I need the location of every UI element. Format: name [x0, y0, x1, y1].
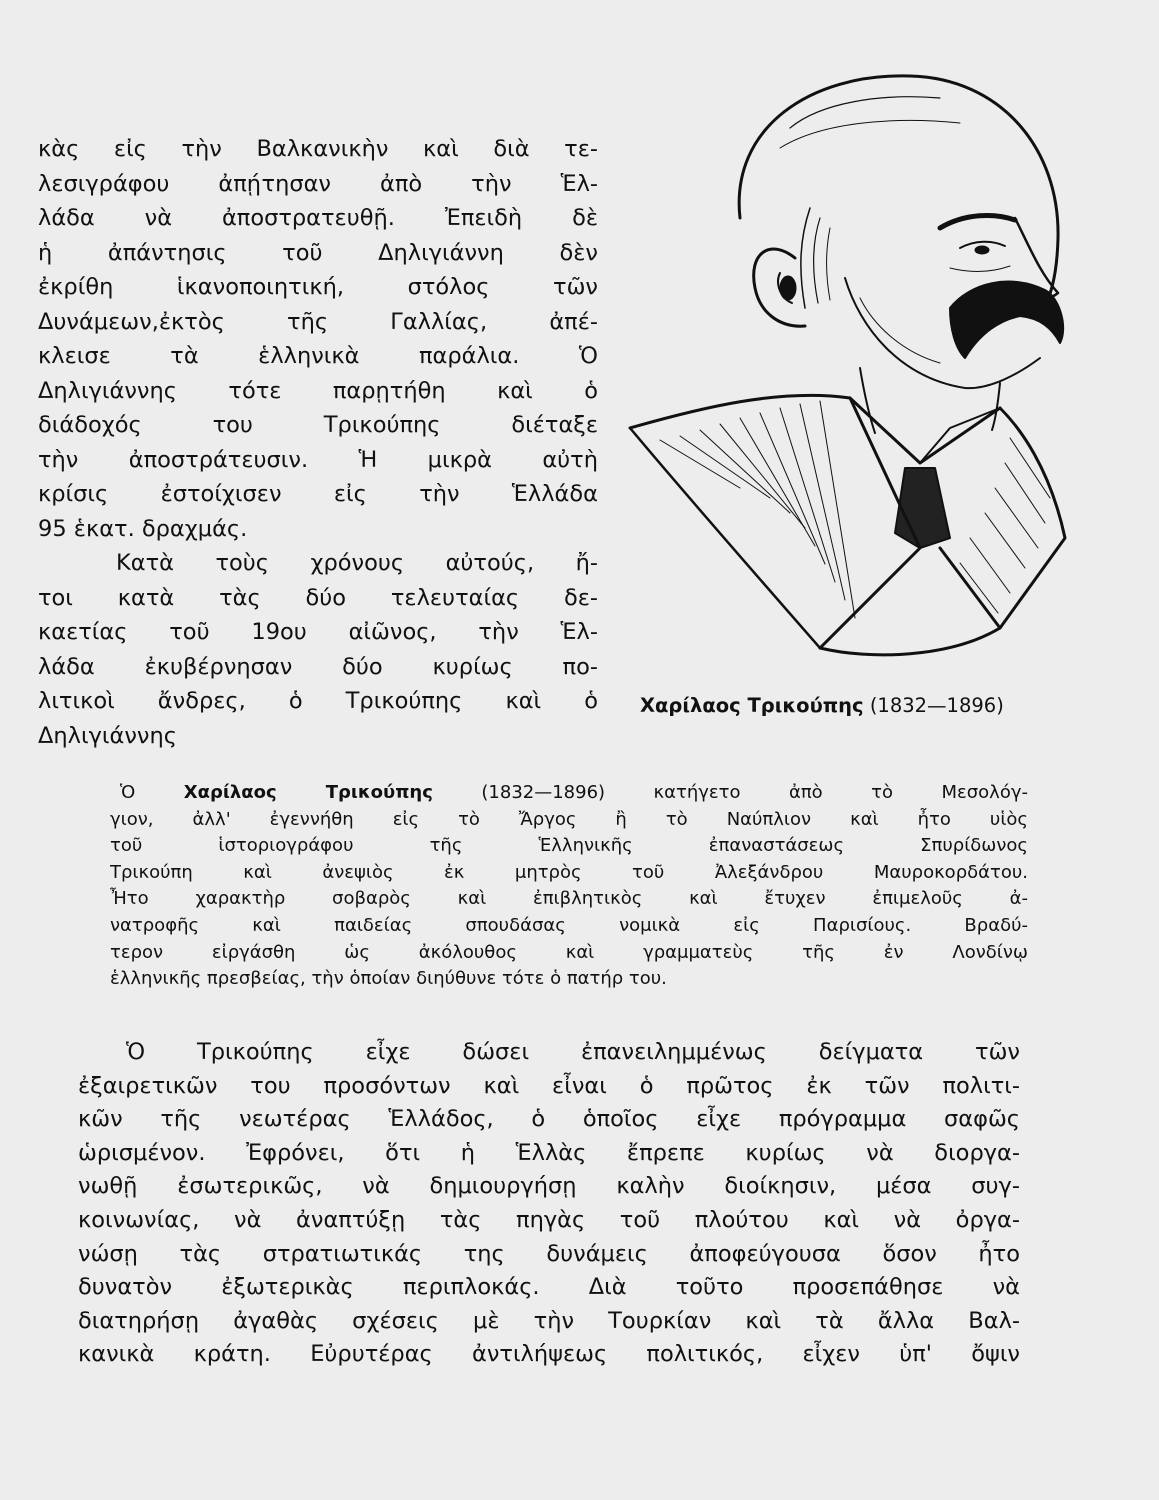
- note-line: Τρικούπη καὶ ἀνεψιὸς ἐκ μητρὸς τοῦ Ἀλεξάνδρου Μαυροκορδάτου.: [110, 861, 1028, 883]
- note-prefix: Ὁ: [120, 782, 184, 803]
- text-line: 95 ἑκατ. δραχμάς.: [38, 515, 248, 542]
- text-line: ὡρισμένον. Ἐφρόνει, ὅτι ἡ Ἑλλὰς ἔπρεπε κυρίως νὰ διοργα-: [78, 1139, 1020, 1166]
- note-line: γιον, ἀλλ' ἐγεννήθη εἰς τὸ Ἄργος ἢ τὸ Ναύπλιον καὶ ἦτο υἱὸς: [110, 808, 1028, 830]
- text-line: ἐκρίθη ἱκανοποιητική, στόλος τῶν: [38, 274, 598, 300]
- text-line: κλεισε τὰ ἑλληνικὰ παράλια. Ὁ: [38, 343, 598, 369]
- text-line: λάδα νὰ ἀποστρατευθῇ. Ἐπειδὴ δὲ: [38, 205, 598, 231]
- note-line: ἑλληνικῆς πρεσβείας, τὴν ὁποίαν διηύθυνε τότε ὁ πατήρ του.: [110, 968, 667, 990]
- note-first-line: [110, 780, 1028, 807]
- text-line: τὴν ἀποστράτευσιν. Ἡ μικρὰ αὐτὴ: [38, 446, 598, 473]
- text-line: λάδα ἐκυβέρνησαν δύο κυρίως πο-: [38, 653, 598, 680]
- note-line: Ἦτο χαρακτὴρ σοβαρὸς καὶ ἐπιβλητικὸς καὶ ἔτυχεν ἐπιμελοῦς ἀ-: [110, 888, 1028, 910]
- text-line: Δηλιγιάννης: [38, 722, 177, 749]
- text-line: νωθῇ ἐσωτερικῶς, νὰ δημιουργήσῃ καλὴν διοίκησιν, μέσα συγ-: [78, 1173, 1020, 1200]
- left-column-text: [38, 132, 598, 753]
- text-line: νώσῃ τὰς στρατιωτικάς της δυνάμεις ἀποφεύγουσα ὅσον ἦτο: [78, 1240, 1020, 1267]
- text-line: διάδοχός του Τρικούπης διέταξε: [38, 412, 598, 438]
- text-line: καετίας τοῦ 19ου αἰῶνος, τὴν Ἑλ-: [38, 619, 598, 645]
- text-line: κοινωνίας, νὰ ἀναπτύξῃ τὰς πηγὰς τοῦ πλούτου καὶ νὰ ὀργα-: [78, 1206, 1020, 1233]
- text-line: κὰς εἰς τὴν Βαλκανικὴν καὶ διὰ τε-: [38, 136, 598, 162]
- biographical-note: [110, 780, 1028, 993]
- portrait-engraving: [620, 68, 1075, 668]
- note-name: Χαρίλαος Τρικούπης: [183, 782, 433, 803]
- text-line: διατηρήσῃ ἀγαθὰς σχέσεις μὲ τὴν Τουρκίαν καὶ τὰ ἄλλα Βαλ-: [78, 1307, 1020, 1334]
- text-line: κρίσις ἐστοίχισεν εἰς τὴν Ἑλλάδα: [38, 481, 598, 507]
- text-line: λεσιγράφου ἀπῄτησαν ἀπὸ τὴν Ἑλ-: [38, 170, 598, 197]
- portrait-caption: [640, 694, 1090, 717]
- text-line: Δηλιγιάννης τότε παρῃτήθη καὶ ὁ: [38, 377, 598, 404]
- note-line: νατροφῆς καὶ παιδείας σπουδάσας νομικὰ εἰς Παρισίους. Βραδύ-: [110, 914, 1028, 936]
- caption-name: Χαρίλαος Τρικούπης: [640, 694, 864, 717]
- text-line: Δυνάμεων,ἐκτὸς τῆς Γαλλίας, ἀπέ-: [38, 308, 598, 335]
- note-line: τερον εἰργάσθη ὡς ἀκόλουθος καὶ γραμματεὺς τῆς ἐν Λονδίνῳ: [110, 941, 1028, 963]
- paragraph-start-line: Ὁ Τρικούπης εἶχε δώσει ἐπανειλημμένως δείγματα τῶν: [126, 1039, 1020, 1065]
- text-line: ἡ ἀπάντησις τοῦ Δηλιγιάννη δὲν: [38, 239, 598, 266]
- note-line: τοῦ ἱστοριογράφου τῆς Ἑλληνικῆς ἐπαναστάσεως Σπυρίδωνος: [110, 835, 1028, 857]
- text-line: ἐξαιρετικῶν του προσόντων καὶ εἶναι ὁ πρῶτος ἐκ τῶν πολιτι-: [78, 1072, 1020, 1099]
- body-paragraph: [78, 1036, 1020, 1372]
- paragraph-start-line: Κατὰ τοὺς χρόνους αὐτούς, ἤ-: [116, 550, 598, 576]
- note-first-rest: (1832—1896) κατήγετο ἀπὸ τὸ Μεσολόγ-: [432, 782, 1028, 803]
- text-line: δυνατὸν ἐξωτερικὰς περιπλοκάς. Διὰ τοῦτο προσεπάθησε νὰ: [78, 1274, 1020, 1301]
- caption-years: (1832—1896): [869, 694, 1004, 717]
- text-line: κανικὰ κράτη. Εὐρυτέρας ἀντιλήψεως πολιτικός, εἶχεν ὑπ' ὄψιν: [78, 1341, 1020, 1368]
- text-line: λιτικοὶ ἄνδρες, ὁ Τρικούπης καὶ ὁ: [38, 688, 598, 714]
- text-line: τοι κατὰ τὰς δύο τελευταίας δε-: [38, 584, 598, 611]
- text-line: κῶν τῆς νεωτέρας Ἑλλάδος, ὁ ὁποῖος εἶχε πρόγραμμα σαφῶς: [78, 1106, 1020, 1133]
